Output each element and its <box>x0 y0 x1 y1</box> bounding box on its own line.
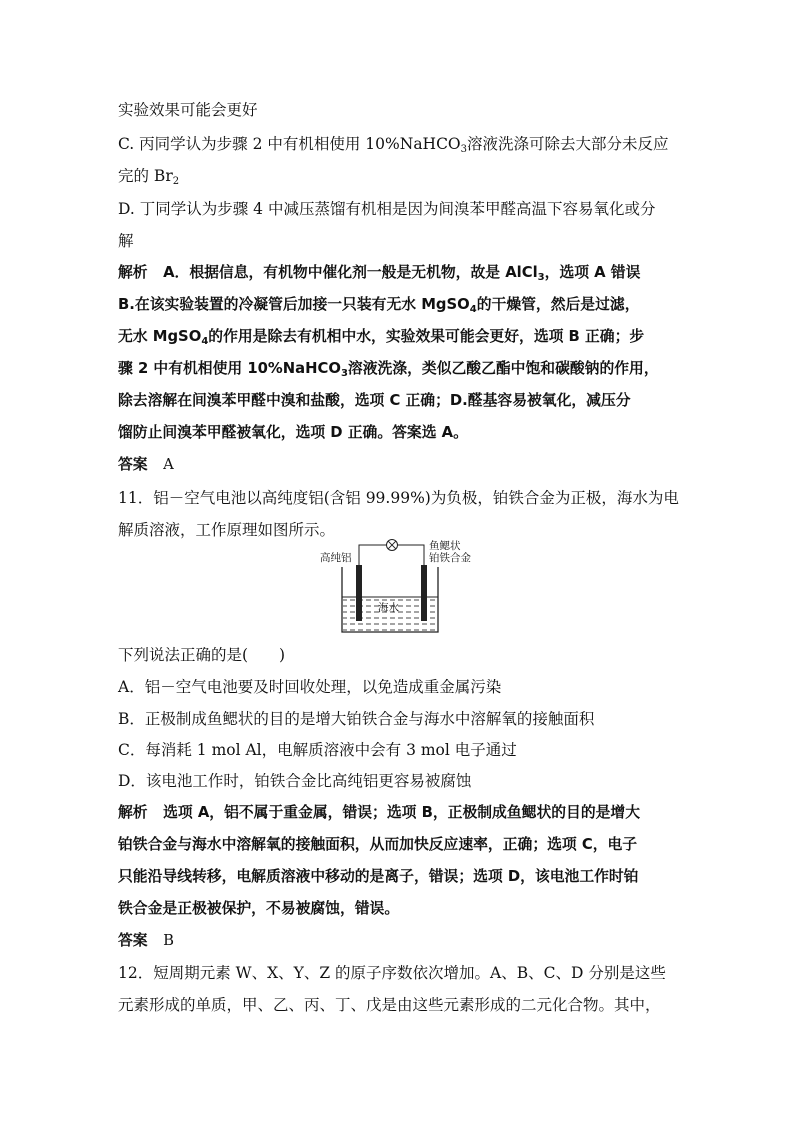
analysis-line-6: 馏防止间溴苯甲醛被氧化，选项 D 正确。答案选 A。 <box>118 424 468 441</box>
analysis-11-line-4: 铁合金是正极被保护，不易被腐蚀，错误。 <box>118 900 400 917</box>
analysis-line-2: B.在该实验装置的冷凝管后加接一只装有无水 MgSO$_4$的干燥管，然后是过滤， <box>118 296 640 315</box>
question-11-line-2: 解质溶液，工作原理如图所示。 <box>118 521 336 539</box>
question-11-option-d: D．该电池工作时，铂铁合金比高纯铝更容易被腐蚀 <box>118 772 472 790</box>
analysis-11-line-3: 只能沿导线转移，电解质溶液中移动的是离子，错误；选项 D，该电池工作时铂 <box>118 868 639 885</box>
analysis-label: 解析 <box>118 804 148 821</box>
battery-diagram-svg <box>318 537 478 635</box>
analysis-line-1: 解析 A．根据信息，有机物中催化剂一般是无机物，故是 AlCl$_3$，选项 A 错误 <box>118 264 641 283</box>
answer-line-10 <box>118 455 174 475</box>
question-11-option-b: B．正极制成鱼鳃状的目的是增大铂铁合金与海水中溶解氧的接触面积 <box>118 710 595 728</box>
question-11-option-a: A．铝－空气电池要及时回收处理，以免造成重金属污染 <box>118 678 502 696</box>
analysis-11-line-1: 解析 选项 A，铝不属于重金属，错误；选项 B，正极制成鱼鳃状的目的是增大 <box>118 804 641 821</box>
analysis-line-4: 骤 2 中有机相使用 10%NaHCO$_3$溶液洗涤，类似乙酸乙酯中饱和碳酸钠的作用， <box>118 360 659 379</box>
question-12-line-2: 元素形成的单质，甲、乙、丙、丁、戊是由这些元素形成的二元化合物。其中， <box>118 996 661 1014</box>
analysis-line-3: 无水 MgSO$_4$的作用是除去有机相中水，实验效果可能会更好，选项 B 正确；步 <box>118 328 645 347</box>
question-12-line-1: 12．短周期元素 W、X、Y、Z 的原子序数依次增加。A、B、C、D 分别是这些 <box>118 964 666 982</box>
answer-line-11 <box>118 931 174 951</box>
question-11-prompt: 下列说法正确的是( ) <box>118 646 286 664</box>
question-11-line-1: 11．铝－空气电池以高纯度铝(含铝 99.99%)为负极，铂铁合金为正极，海水为电 <box>118 489 679 507</box>
aluminum-electrode <box>356 565 362 621</box>
battery-diagram <box>318 537 478 635</box>
answer-label: 答案 <box>118 456 148 473</box>
option-c-line-2: 完的 $Br_2$ <box>118 167 180 187</box>
analysis-line-5: 除去溶解在间溴苯甲醛中溴和盐酸，选项 C 正确；D.醛基容易被氧化，减压分 <box>118 392 631 409</box>
platinum-iron-electrode <box>421 565 427 621</box>
analysis-11-line-2: 铂铁合金与海水中溶解氧的接触面积，从而加快反应速率，正确；选项 C，电子 <box>118 836 638 853</box>
text-line-1: 实验效果可能会更好 <box>118 101 258 119</box>
option-d-line-2: 解 <box>118 232 134 250</box>
option-c-line-1: C. 丙同学认为步骤 2 中有机相使用 10%NaHCO$_3$溶液洗涤可除去大部分未反应 <box>118 135 669 155</box>
answer-value: B <box>163 932 174 949</box>
answer-label: 答案 <box>118 932 148 949</box>
answer-value: A <box>163 456 174 473</box>
question-11-option-c: C．每消耗 1 mol Al，电解质溶液中会有 3 mol 电子通过 <box>118 741 517 759</box>
seawater-label: 海水 <box>378 602 399 614</box>
right-electrode-label-2: 铂铁合金 <box>429 552 471 564</box>
analysis-label: 解析 <box>118 264 148 281</box>
right-electrode-label-1: 鱼鳃状 <box>429 540 461 552</box>
left-electrode-label: 高纯铝 <box>320 552 352 564</box>
option-d-line-1: D. 丁同学认为步骤 4 中减压蒸馏有机相是因为间溴苯甲醛高温下容易氧化或分 <box>118 200 656 218</box>
